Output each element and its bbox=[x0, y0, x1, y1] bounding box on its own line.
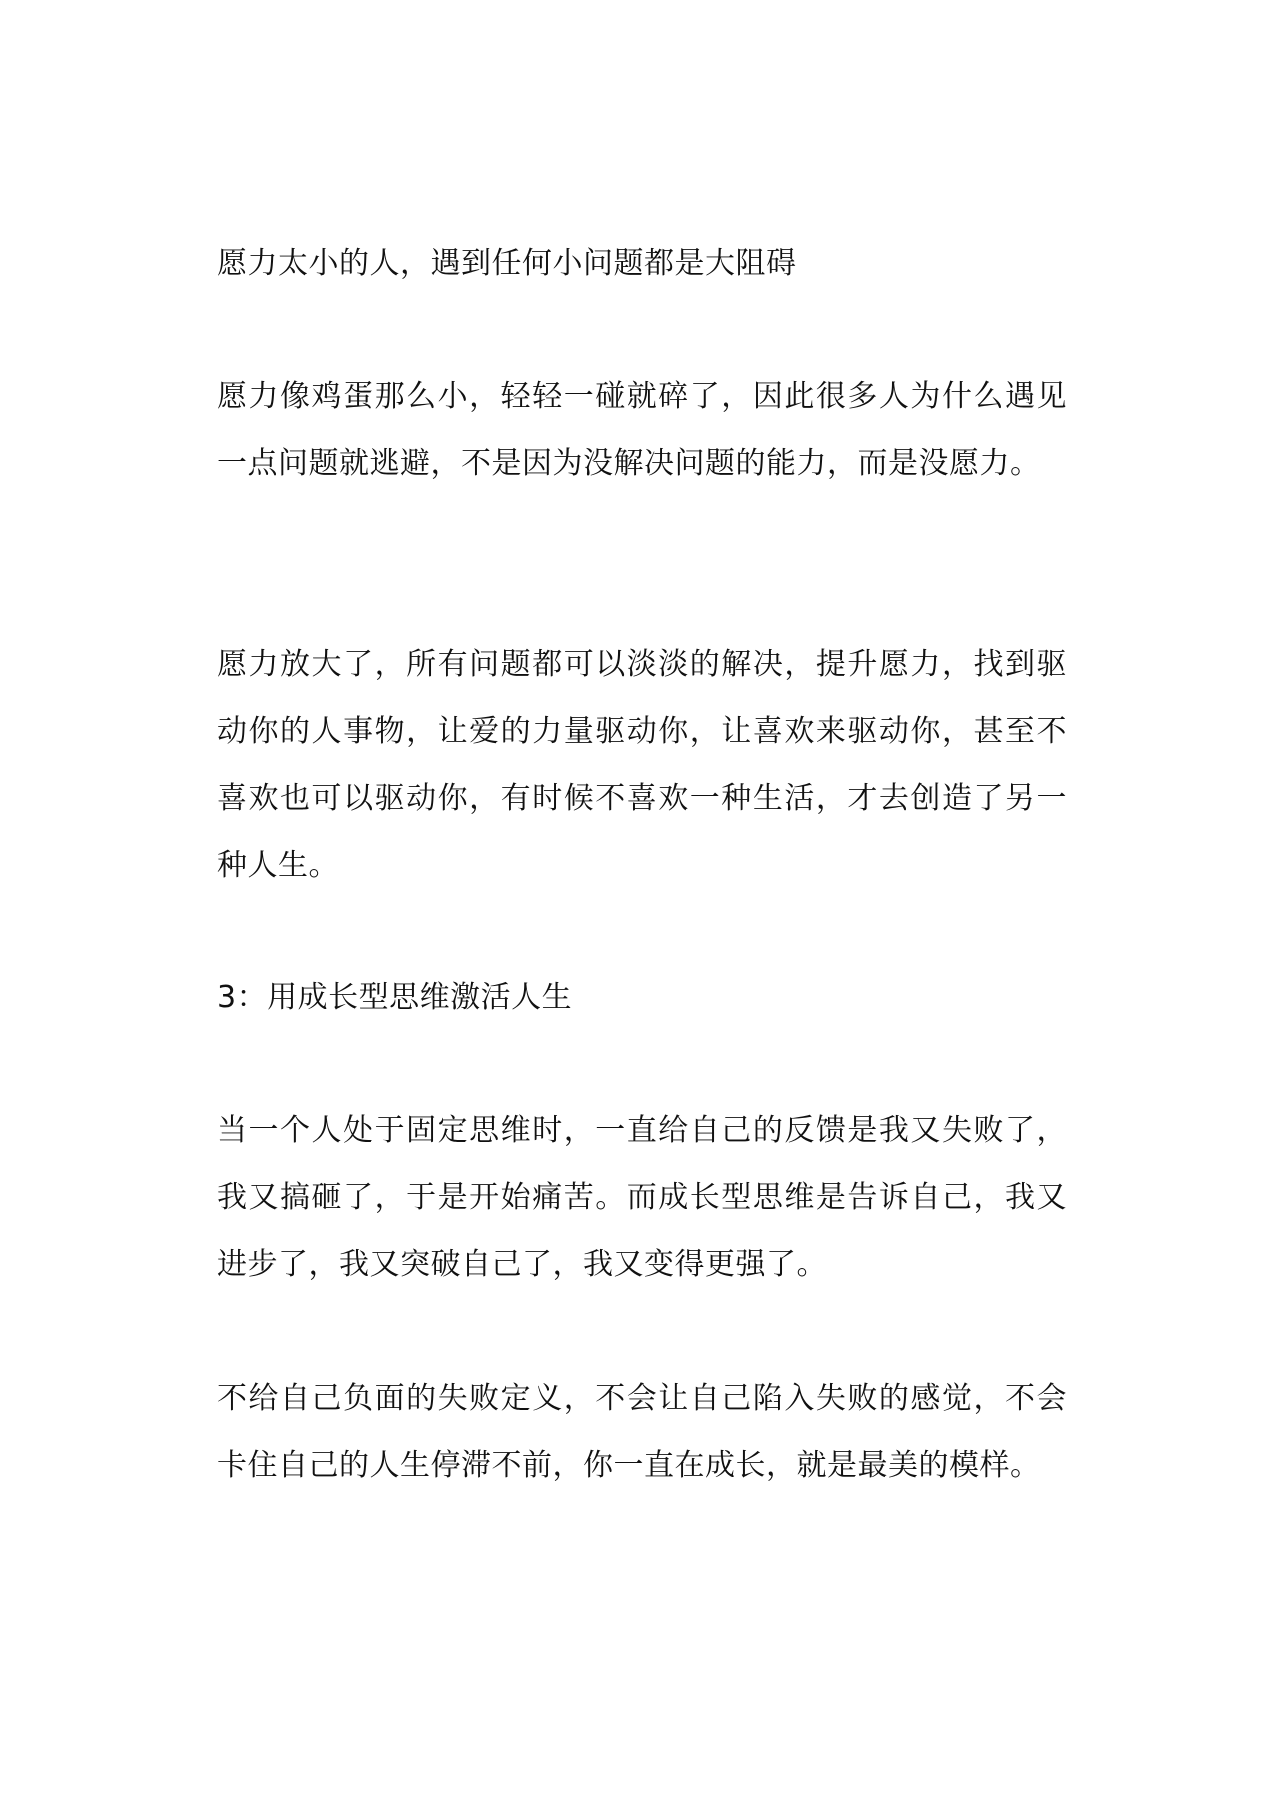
section-heading-growth-mindset: 3：用成长型思维激活人生 bbox=[217, 980, 573, 1015]
paragraph-no-negative-definition: 不给自己负面的失败定义，不会让自己陷入失败的感觉，不会卡住自己的人生停滞不前，你一直在成长，就是最美的模样。 bbox=[217, 1381, 1067, 1483]
paragraph-heading-willpower: 愿力太小的人，遇到任何小问题都是大阻碍 bbox=[217, 246, 797, 281]
paragraph-fixed-vs-growth: 当一个人处于固定思维时，一直给自己的反馈是我又失败了，我又搞砸了，于是开始痛苦。而成长型思维是告诉自己，我又进步了，我又突破自己了，我又变得更强了。 bbox=[217, 1113, 1067, 1282]
paragraph-amplify-willpower: 愿力放大了，所有问题都可以淡淡的解决，提升愿力，找到驱动你的人事物，让爱的力量驱动你，让喜欢来驱动你，甚至不喜欢也可以驱动你，有时候不喜欢一种生活，才去创造了另一种人生。 bbox=[217, 647, 1067, 883]
paragraph-egg-metaphor: 愿力像鸡蛋那么小，轻轻一碰就碎了，因此很多人为什么遇见一点问题就逃避，不是因为没解决问题的能力，而是没愿力。 bbox=[217, 379, 1067, 481]
